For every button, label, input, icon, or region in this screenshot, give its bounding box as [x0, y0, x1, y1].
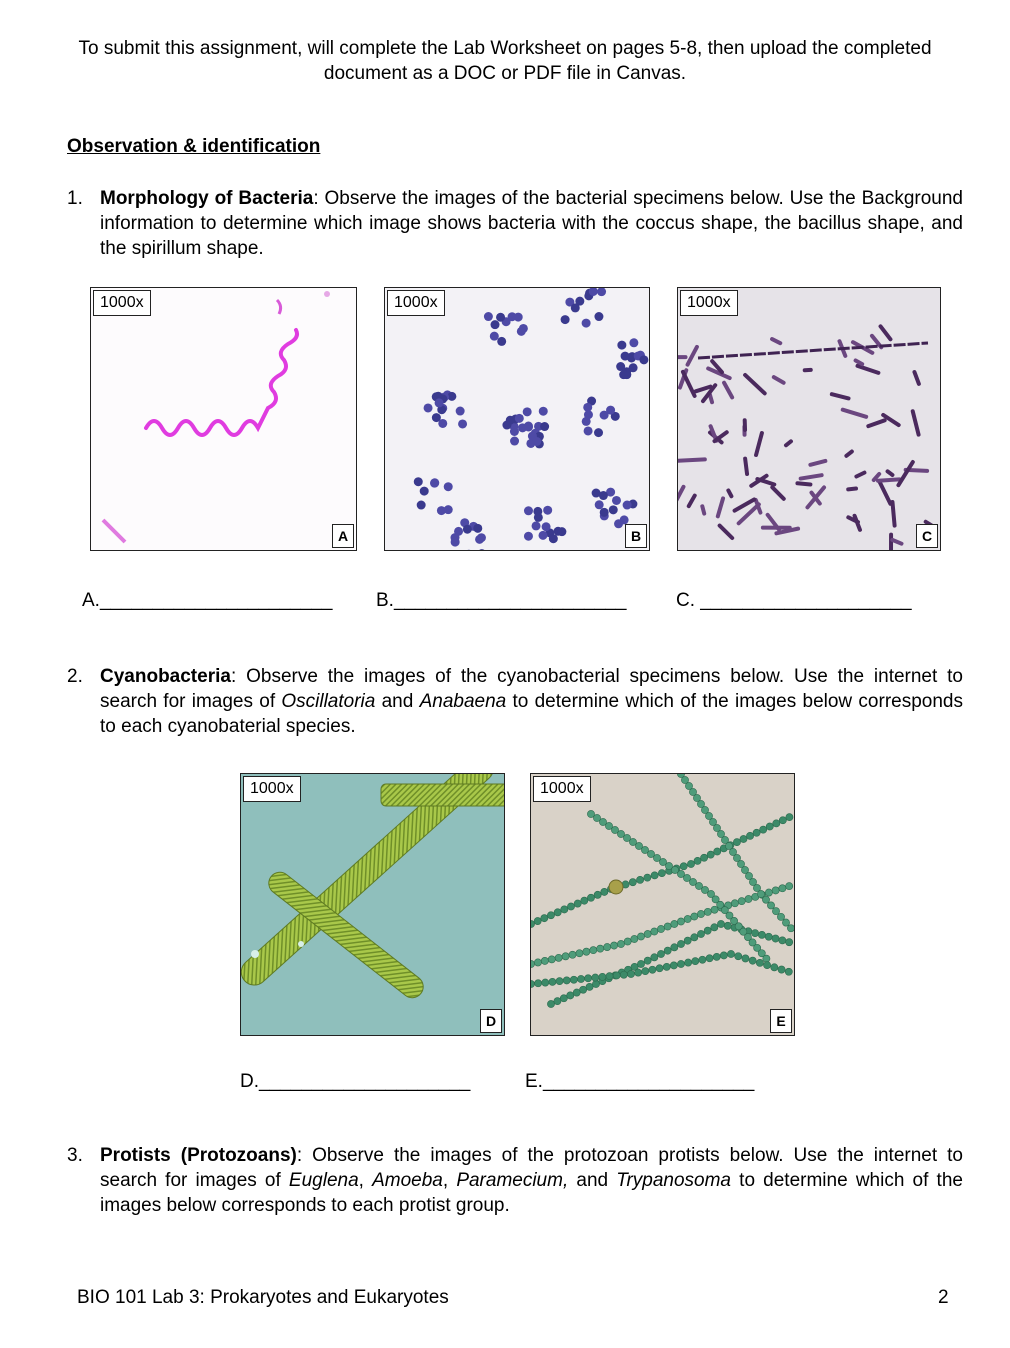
heterocyst	[609, 880, 623, 894]
coccus-cell	[621, 352, 630, 361]
image-letter-label: A	[332, 524, 354, 548]
coccus-cell	[623, 501, 632, 510]
anabaena-cell	[547, 912, 554, 919]
bacillus-cell	[743, 418, 747, 432]
coccus-cell	[599, 491, 608, 500]
question-text: and	[568, 1170, 617, 1191]
spirillum-micrograph	[91, 288, 357, 551]
coccus-cell	[532, 521, 541, 530]
anabaena-cell	[592, 974, 599, 981]
anabaena-cell	[772, 908, 779, 915]
coccus-cell	[629, 363, 638, 372]
coccus-cell	[594, 312, 603, 321]
question-title: Cyanobacteria	[100, 666, 231, 687]
coccus-cell	[582, 417, 591, 426]
coccus-cell	[540, 422, 549, 431]
question-number: 3.	[67, 1145, 83, 1166]
coccus-cell	[430, 479, 439, 488]
bacillus-cell	[686, 493, 697, 509]
image-letter-label: C	[916, 524, 938, 548]
coccus-cell	[561, 315, 570, 324]
anabaena-cell	[782, 919, 789, 926]
answer-line-b[interactable]: B.______________________	[376, 590, 627, 611]
anabaena-cell	[786, 939, 793, 946]
anabaena-cell	[777, 913, 784, 920]
anabaena-cell	[644, 957, 651, 964]
anabaena-cell	[711, 906, 718, 913]
anabaena-cell	[541, 915, 548, 922]
anabaena-cell	[583, 948, 590, 955]
question-text: to determine which of the images below corresponds to each cyanobaterial species.	[100, 691, 963, 737]
anabaena-cell	[779, 885, 786, 892]
section-title: Observation & identification	[67, 136, 321, 157]
anabaena-cell	[548, 956, 555, 963]
coccus-cell	[491, 320, 500, 329]
answer-line-c[interactable]: C. ____________________	[676, 590, 912, 611]
anabaena-cell	[581, 897, 588, 904]
species-name: Trypanosoma	[616, 1170, 732, 1191]
bacillus-cell	[840, 407, 868, 419]
coccus-cell	[571, 303, 580, 312]
coccus-cell	[557, 527, 566, 536]
coccus-cell	[597, 288, 606, 296]
anabaena-cell	[637, 933, 644, 940]
anabaena-cell	[731, 900, 738, 907]
anabaena-cell	[779, 817, 786, 824]
coccus-cell	[616, 362, 625, 371]
coccus-cell	[506, 416, 515, 425]
anabaena-cell	[757, 890, 764, 897]
coccus-cell	[510, 437, 519, 446]
image-letter-label: B	[625, 524, 647, 548]
anabaena-cell	[733, 839, 740, 846]
coccus-cell	[464, 550, 473, 551]
anabaena-cell	[601, 888, 608, 895]
anabaena-cell	[644, 874, 651, 881]
anabaena-cell	[651, 928, 658, 935]
question-text: : Observe the images of the bacterial specimens below. Use the Background information to determine which image shows bacteria with the coccus shape, the bacillus shape, and the spirillum shape.	[100, 188, 963, 259]
anabaena-cell	[707, 851, 714, 858]
anabaena-cell	[576, 950, 583, 957]
magnification-label: 1000x	[93, 290, 151, 316]
anabaena-cell	[649, 966, 656, 973]
anabaena-cell	[658, 869, 665, 876]
anabaena-cell	[657, 925, 664, 932]
anabaena-cell	[677, 940, 684, 947]
anabaena-cell	[535, 980, 542, 987]
anabaena-cell	[699, 956, 706, 963]
bead-chain-micrograph	[531, 774, 795, 1036]
coccus-cell	[458, 419, 467, 428]
coccus-cell	[542, 522, 551, 531]
bacillus-micrograph	[678, 288, 941, 551]
anabaena-cell	[563, 977, 570, 984]
anabaena-cell	[779, 937, 786, 944]
anabaena-cell	[758, 931, 765, 938]
bacillus-cell	[846, 486, 858, 491]
question-number: 1.	[67, 188, 83, 209]
anabaena-cell	[764, 962, 771, 969]
magnification-label: 1000x	[533, 776, 591, 802]
anabaena-cell	[701, 854, 708, 861]
coccus-cell	[524, 422, 533, 431]
coccus-cell	[456, 407, 465, 416]
anabaena-cell	[697, 910, 704, 917]
bacillus-cell	[769, 484, 786, 501]
anabaena-cell	[677, 918, 684, 925]
anabaena-cell	[610, 942, 617, 949]
question-title: Morphology of Bacteria	[100, 188, 314, 209]
bacillus-cell	[743, 456, 749, 476]
species-name: Oscillatoria	[281, 691, 376, 712]
coccus-cell	[539, 407, 548, 416]
coccus-cell	[477, 549, 486, 551]
anabaena-cell	[570, 976, 577, 983]
magnification-label: 1000x	[387, 290, 445, 316]
anabaena-cell	[763, 955, 770, 962]
anabaena-cell	[534, 959, 541, 966]
anabaena-cell	[531, 960, 535, 967]
bacillus-cell	[736, 502, 762, 527]
answer-line-e[interactable]: E.____________________	[525, 1071, 755, 1092]
anabaena-cell	[760, 826, 767, 833]
anabaena-cell	[554, 998, 561, 1005]
anabaena-cell	[549, 978, 556, 985]
bacillus-cell	[866, 418, 887, 429]
anabaena-cell	[740, 835, 747, 842]
coccus-cell	[517, 327, 526, 336]
anabaena-cell	[671, 920, 678, 927]
anabaena-cell	[567, 903, 574, 910]
anabaena-cell	[735, 953, 742, 960]
coccus-cell	[619, 370, 628, 379]
coccus-cell	[594, 428, 603, 437]
coccus-cell	[524, 506, 533, 515]
species-name: Euglena	[288, 1170, 359, 1191]
anabaena-cell	[590, 947, 597, 954]
anabaena-cell	[738, 898, 745, 905]
anabaena-cell	[745, 895, 752, 902]
coccus-cell	[473, 524, 482, 533]
coccus-cell	[523, 407, 532, 416]
question-text: : Observe the images of the protozoan protists below. Use the internet to search for images of	[100, 1145, 963, 1191]
species-name: Paramecium,	[456, 1170, 569, 1191]
anabaena-cell	[637, 960, 644, 967]
anabaena-cell	[684, 937, 691, 944]
bacillus-cell	[855, 363, 881, 375]
coccus-cell	[524, 532, 533, 541]
page-number: 2	[938, 1287, 949, 1308]
anabaena-cell	[656, 965, 663, 972]
anabaena-cell	[651, 872, 658, 879]
anabaena-cell	[561, 906, 568, 913]
bacillus-cell	[721, 380, 735, 400]
question-2	[67, 664, 963, 739]
anabaena-cell	[704, 908, 711, 915]
anabaena-cell	[664, 947, 671, 954]
anabaena-cell	[592, 980, 599, 987]
anabaena-cell	[765, 933, 772, 940]
coccus-cell	[534, 513, 543, 522]
bacillus-cell	[885, 469, 895, 478]
anabaena-cell	[606, 973, 613, 980]
anabaena-cell	[631, 935, 638, 942]
anabaena-cell	[671, 944, 678, 951]
question-text: : Observe the images of the cyanobacterial specimens below. Use the internet to search for images of	[100, 666, 963, 712]
question-text: and	[375, 691, 420, 712]
coccus-cell	[583, 403, 592, 412]
anabaena-cell	[687, 860, 694, 867]
bacillus-cell	[771, 374, 786, 385]
coccus-cell	[417, 501, 426, 510]
anabaena-cell	[636, 876, 643, 883]
anabaena-cell	[613, 972, 620, 979]
answer-line-a[interactable]: A.______________________	[82, 590, 333, 611]
anabaena-cell	[663, 963, 670, 970]
anabaena-cell	[785, 968, 792, 975]
anabaena-cell	[547, 1000, 554, 1007]
anabaena-cell	[627, 970, 634, 977]
bacillus-cell	[717, 523, 735, 541]
anabaena-cell	[762, 896, 769, 903]
image-letter-label: D	[480, 1009, 502, 1033]
coccus-cell	[532, 437, 541, 446]
anabaena-cell	[720, 952, 727, 959]
anabaena-cell	[756, 959, 763, 966]
answer-line-d[interactable]: D.____________________	[240, 1071, 471, 1092]
anabaena-cell	[685, 959, 692, 966]
anabaena-cell	[534, 917, 541, 924]
anabaena-cell	[767, 902, 774, 909]
bacillus-cell	[754, 431, 765, 458]
anabaena-cell	[594, 891, 601, 898]
question-1	[67, 186, 963, 261]
coccus-cell	[639, 355, 648, 364]
coccus-cell	[414, 477, 423, 486]
anabaena-cell	[556, 978, 563, 985]
question-text: ,	[442, 1170, 457, 1191]
coccus-cell	[549, 534, 558, 543]
coccus-cell	[420, 487, 429, 496]
anabaena-cell	[642, 968, 649, 975]
coccus-cell	[614, 519, 623, 528]
image-letter-label: E	[770, 1009, 792, 1033]
anabaena-cell	[569, 951, 576, 958]
anabaena-cell	[691, 934, 698, 941]
anabaena-cell	[727, 950, 734, 957]
anabaena-cell	[711, 924, 718, 931]
bacillus-cell	[769, 336, 783, 345]
bacillus-cell	[890, 500, 896, 528]
anabaena-cell	[684, 915, 691, 922]
anabaena-cell	[714, 848, 721, 855]
anabaena-cell	[657, 950, 664, 957]
anabaena-cell	[786, 883, 793, 890]
bacillus-cell	[678, 355, 688, 359]
anabaena-cell	[713, 953, 720, 960]
coccus-cell	[606, 406, 615, 415]
anabaena-cell	[717, 920, 724, 927]
coccus-cell	[451, 538, 460, 547]
anabaena-cell	[771, 964, 778, 971]
bacillus-cell	[910, 409, 921, 437]
specimen-image-c	[677, 287, 941, 551]
coccus-cell	[514, 313, 523, 322]
coccus-cell	[490, 332, 499, 341]
anabaena-cell	[751, 929, 758, 936]
question-number: 2.	[67, 666, 83, 687]
anabaena-cell	[574, 900, 581, 907]
question-text: ,	[358, 1170, 373, 1191]
coccus-cell	[515, 414, 524, 423]
anabaena-cell	[573, 989, 580, 996]
coccus-cell	[609, 505, 618, 514]
anabaena-cell	[694, 857, 701, 864]
anabaena-cell	[560, 995, 567, 1002]
coccus-cell	[600, 508, 609, 517]
anabaena-cell	[624, 938, 631, 945]
coccus-cell	[484, 312, 493, 321]
bacillus-cell	[795, 481, 812, 487]
bacillus-cell	[912, 369, 922, 386]
coccus-micrograph	[385, 288, 650, 551]
species-name: Amoeba	[372, 1170, 443, 1191]
anabaena-cell	[644, 930, 651, 937]
anabaena-cell	[786, 814, 793, 821]
bacillus-cell	[803, 368, 813, 373]
bacillus-cell	[878, 324, 894, 343]
magnification-label: 1000x	[243, 776, 301, 802]
bacillus-cell	[798, 473, 824, 481]
coccus-cell	[463, 525, 472, 534]
anabaena-cell	[765, 889, 772, 896]
coccus-cell	[477, 533, 486, 542]
bacillus-cell	[678, 457, 707, 463]
bacillus-cell	[742, 372, 767, 396]
coccus-cell	[595, 500, 604, 509]
coccus-cell	[629, 338, 638, 347]
bacillus-cell	[726, 488, 734, 499]
anabaena-cell	[651, 954, 658, 961]
submission-instructions: To submit this assignment, will complete the Lab Worksheet on pages 5-8, then upload the completed document as a DOC or PDF file in Canvas.	[78, 38, 932, 84]
anabaena-cell	[749, 957, 756, 964]
coccus-cell	[444, 505, 453, 514]
anabaena-cell	[772, 935, 779, 942]
coccus-cell	[435, 398, 444, 407]
coccus-cell	[496, 313, 505, 322]
filament-micrograph	[241, 774, 505, 1036]
coccus-cell	[444, 482, 453, 491]
anabaena-cell	[691, 913, 698, 920]
anabaena-cell	[531, 980, 535, 987]
anabaena-cell	[664, 923, 671, 930]
anabaena-cell	[555, 954, 562, 961]
question-3	[67, 1143, 963, 1218]
bacillus-cell	[854, 470, 867, 479]
coccus-cell	[424, 403, 433, 412]
anabaena-cell	[587, 894, 594, 901]
anabaena-cell	[617, 940, 624, 947]
anabaena-cell	[620, 971, 627, 978]
anabaena-cell	[697, 930, 704, 937]
bacillus-cell	[700, 504, 707, 516]
bacillus-cell	[685, 344, 700, 367]
question-title: Protists (Protozoans)	[100, 1145, 297, 1166]
bacillus-cell	[829, 392, 851, 401]
anabaena-cell	[541, 957, 548, 964]
anabaena-cell	[597, 945, 604, 952]
coccus-cell	[612, 496, 621, 505]
anabaena-cell	[554, 909, 561, 916]
footer-course-title: BIO 101 Lab 3: Prokaryotes and Eukaryotes	[77, 1287, 449, 1308]
bacillus-chain	[698, 343, 928, 358]
coccus-cell	[543, 506, 552, 515]
anabaena-cell	[580, 986, 587, 993]
anabaena-cell	[787, 925, 794, 932]
bacillus-cell	[783, 439, 794, 449]
bacillus-cell	[808, 459, 828, 468]
anabaena-cell	[567, 992, 574, 999]
anabaena-cell	[562, 953, 569, 960]
coccus-cell	[582, 319, 591, 328]
anabaena-cell	[670, 962, 677, 969]
anabaena-cell	[772, 887, 779, 894]
anabaena-cell	[706, 955, 713, 962]
bacillus-cell	[678, 484, 686, 512]
anabaena-cell	[778, 966, 785, 973]
coccus-cell	[438, 419, 447, 428]
specimen-image-e	[530, 773, 795, 1036]
anabaena-cell	[542, 979, 549, 986]
species-name: Anabaena	[419, 691, 507, 712]
anabaena-cell	[746, 832, 753, 839]
coccus-cell	[617, 341, 626, 350]
anabaena-cell	[585, 975, 592, 982]
anabaena-cell	[773, 820, 780, 827]
anabaena-cell	[629, 879, 636, 886]
coccus-cell	[497, 337, 506, 346]
bacillus-cell	[715, 496, 725, 519]
anabaena-cell	[680, 863, 687, 870]
anabaena-cell	[635, 969, 642, 976]
coccus-cell	[454, 527, 463, 536]
question-text: to determine which of the images below corresponds to each protist group.	[100, 1170, 963, 1216]
anabaena-cell	[692, 958, 699, 965]
bacillus-cell	[844, 449, 855, 459]
anabaena-cell	[704, 927, 711, 934]
coccus-cell	[538, 531, 547, 540]
coccus-cell	[584, 426, 593, 435]
anabaena-cell	[742, 955, 749, 962]
specimen-image-b	[384, 287, 650, 551]
specimen-image-a	[90, 287, 357, 551]
anabaena-cell	[766, 823, 773, 830]
anabaena-cell	[577, 975, 584, 982]
anabaena-cell	[599, 973, 606, 980]
anabaena-cell	[724, 922, 731, 929]
magnification-label: 1000x	[680, 290, 738, 316]
anabaena-cell	[753, 829, 760, 836]
anabaena-cell	[604, 943, 611, 950]
bacillus-cell	[896, 459, 916, 488]
anabaena-cell	[677, 960, 684, 967]
specimen-image-d	[240, 773, 505, 1036]
bacillus-cell	[876, 477, 902, 483]
anabaena-cell	[586, 983, 593, 990]
